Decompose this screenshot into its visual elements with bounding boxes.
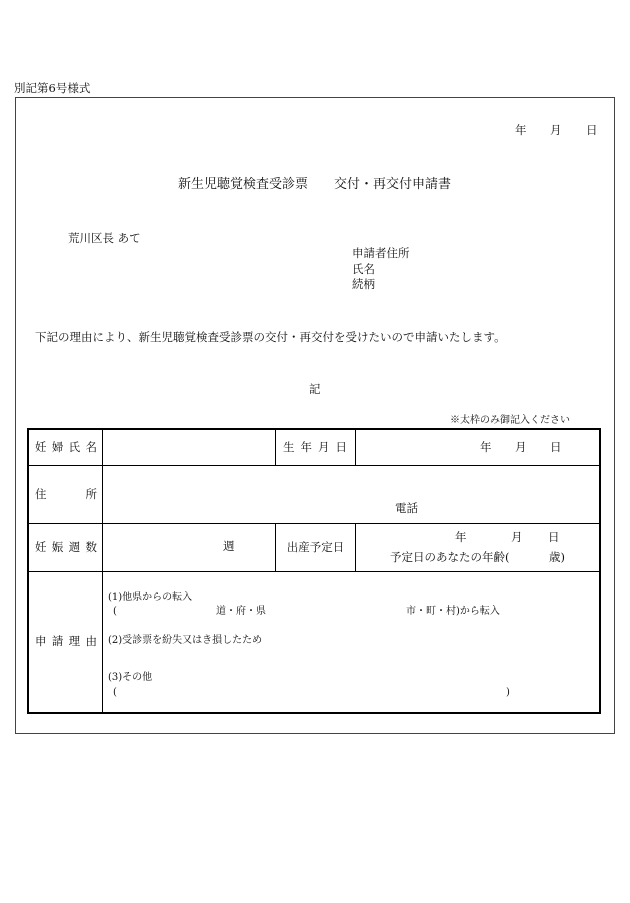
pregnancy-weeks-label: 妊娠週数: [35, 539, 97, 554]
date-day: 日: [586, 123, 598, 137]
pregnant-name-label-cell: [29, 430, 103, 466]
reason-label: 申請理由: [35, 634, 97, 649]
pregnant-name-cell: [103, 430, 276, 466]
reason-transfer-city: 市・町・村)から転入: [406, 606, 500, 617]
pregnancy-weeks-cell: [103, 524, 276, 572]
due-date-cell: [356, 524, 599, 572]
reason-cell: [103, 572, 599, 712]
birth-date-label-cell: [276, 430, 356, 466]
address-label-cell: [29, 466, 103, 524]
birth-date-cell: [356, 430, 599, 466]
reason-lost: (2)受診票を紛失又はき損したため: [108, 635, 263, 646]
reason-other-open-paren: (: [113, 687, 117, 698]
age-at-due-date-label: 予定日のあなたの年齢(: [390, 550, 510, 564]
applicant-name-label: 氏名: [352, 262, 375, 276]
birth-month-label: 月: [515, 440, 527, 454]
due-year-label: 年: [455, 530, 467, 544]
reason-other-close-paren: ): [506, 687, 510, 698]
reason-transfer: (1)他県からの転入: [108, 592, 193, 603]
reason-transfer-prefecture: 道・府・県: [216, 606, 266, 617]
form-title: 新生児聴覚検査受診票 交付・再交付申請書: [178, 177, 452, 192]
weeks-unit: 週: [223, 539, 235, 553]
birth-date-label: 生年月日: [283, 439, 347, 454]
birth-year-label: 年: [480, 440, 492, 454]
age-unit-label: 歳): [549, 550, 565, 564]
birth-day-label: 日: [550, 440, 562, 454]
fill-in-note: ※太枠のみ御記入ください: [450, 415, 570, 426]
address-cell: [103, 466, 599, 524]
due-date-label-cell: [276, 524, 356, 572]
notice-heading: 記: [309, 382, 321, 396]
application-statement: 下記の理由により、新生児聴覚検査受診票の交付・再交付を受けたいので申請いたします。: [35, 330, 506, 344]
pregnancy-weeks-label-cell: [29, 524, 103, 572]
pregnant-name-label: 妊婦氏名: [35, 439, 97, 454]
due-month-label: 月: [511, 530, 523, 544]
due-day-label: 日: [548, 530, 560, 544]
addressee: 荒川区長 あて: [68, 231, 141, 245]
date-year: 年: [515, 123, 527, 137]
reason-transfer-open-paren: (: [113, 606, 117, 617]
applicant-relation-label: 続柄: [352, 277, 375, 291]
date-month: 月: [550, 123, 562, 137]
due-date-label: 出産予定日: [286, 539, 345, 554]
phone-label: 電話: [395, 501, 418, 515]
reason-other: (3)その他: [108, 672, 153, 683]
applicant-address-label: 申請者住所: [352, 246, 410, 260]
application-table: [27, 428, 601, 714]
reason-label-cell: [29, 572, 103, 712]
address-label: 住所: [35, 486, 97, 501]
form-number: 別記第6号様式: [14, 81, 91, 95]
